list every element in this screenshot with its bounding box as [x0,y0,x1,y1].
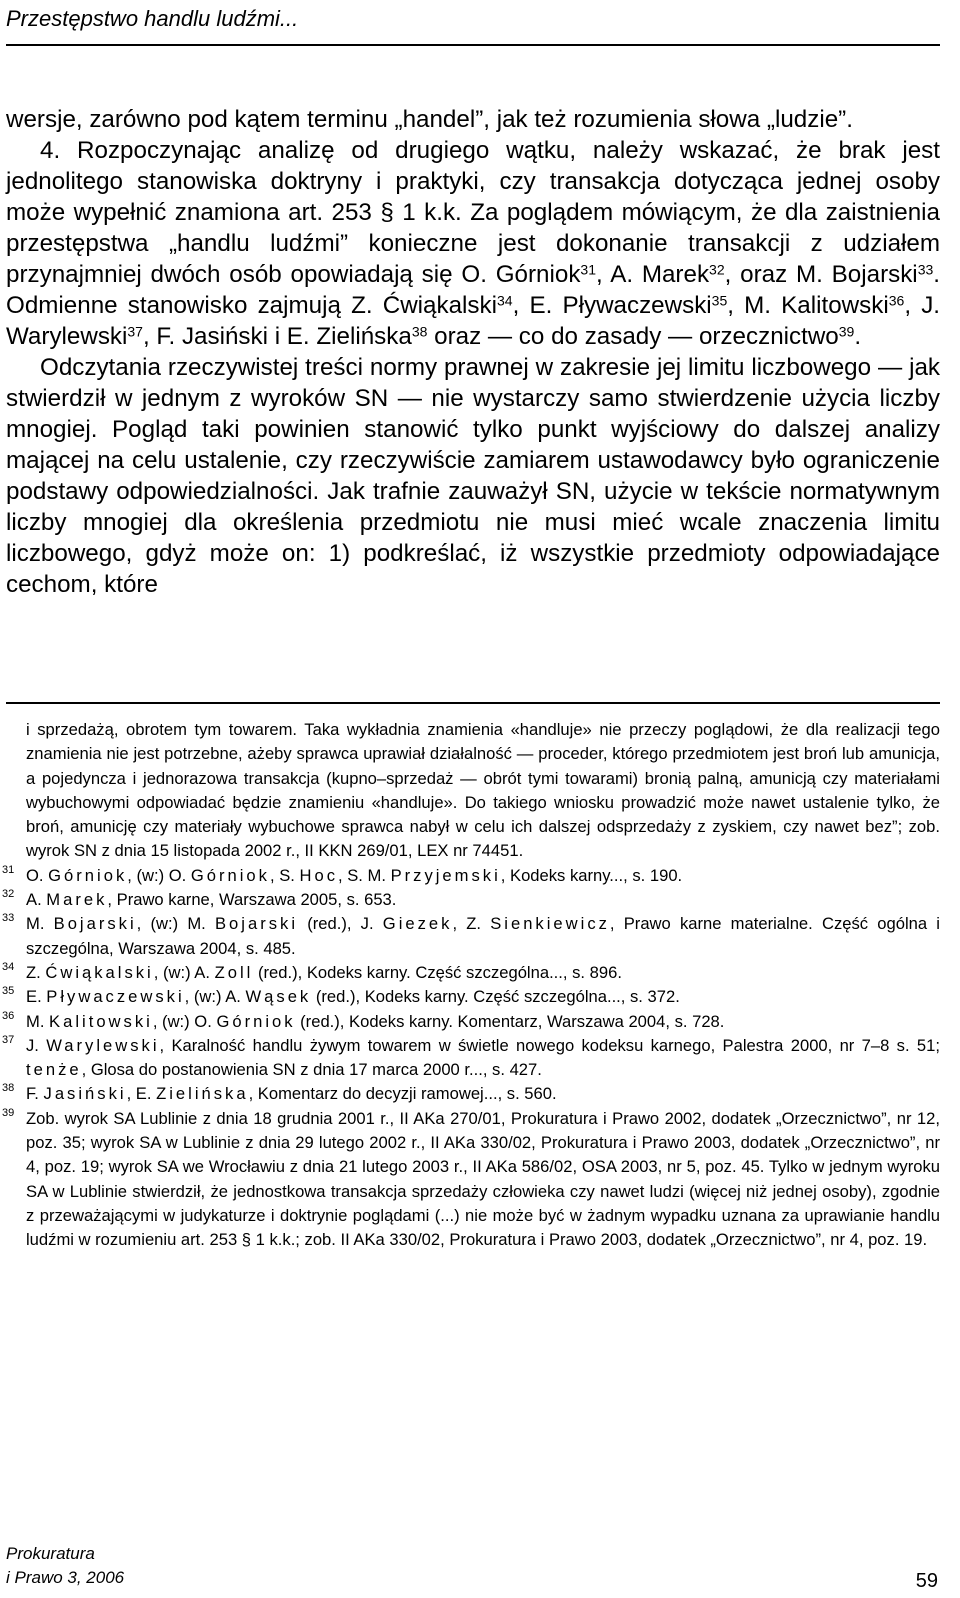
footnote-ref-31: 31 [580,261,597,278]
fn-text: , Komentarz do decyzji ramowej..., s. 560. [248,1084,557,1104]
author-name: Jasiński [43,1084,127,1104]
fn-text: M. [26,914,54,934]
fn-text: O. [26,865,49,885]
footnote-number: 35 [2,985,15,998]
page-number: 59 [915,1570,938,1592]
fn-text: , (w:) A. [184,987,246,1007]
fn-text: (red.), Kodeks karny. Komentarz, Warszawa 2004, s. 728. [295,1011,725,1031]
author-name: Warylewski [46,1035,160,1055]
fn-text: J. [26,1035,47,1055]
p2-text-e: , E. Pływaczewski [512,292,712,319]
fn-text: , S. M. [338,865,391,885]
p2-text-c: , oraz M. Bojarski [724,261,918,288]
p2-text-g: , J. Warylewski [6,292,941,350]
footnote-ref-37: 37 [127,323,143,340]
author-name: tenże [26,1060,82,1080]
author-name: Marek [46,890,108,910]
journal-name [6,1542,124,1590]
footnote-ref-35: 35 [711,292,728,309]
author-name: Górniok [48,865,128,885]
paragraph-2 [6,135,940,352]
author-name: Wąsek [245,987,312,1007]
author-name: Ćwiąkalski [45,962,154,982]
fn-text: , Karalność handlu żywym towarem w świetle nowego kodeksu karnego, Palestra 2000, nr 7–8 s. 51; [159,1035,940,1055]
fn-text: , Glosa do postanowienia SN z dnia 17 marca 2000 r..., s. 427. [81,1060,542,1080]
p2-text-a: 4. Rozpoczynając analizę od drugiego wątku, należy wskazać, że brak jest jednolitego stanowiska doktryny i praktyki, czy transakcja dotycząca jednej osoby może wypełnić znamiona art. 253 § 1 k.k. Za poglądem mówiącym, że dla zaistnienia przestępstwa „handlu ludźmi” konieczne jest dokonanie transakcji z udziałem przynajmniej dwóch osób opowiadają się O. Górniok [6,137,940,288]
footnote-number: 36 [2,1009,15,1022]
p2-text-b: , A. Marek [596,261,710,288]
fn-text: , (w:) M. [136,914,215,934]
journal-line-1: Prokuratura [6,1544,95,1563]
fn-text: , (w:) A. [153,962,215,982]
author-name: Zoll [214,962,254,982]
author-name: Górniok [216,1011,296,1031]
p2-text-i: oraz — co do zasady — orzecznictwo [427,323,839,350]
fn-text: , (w:) O. [127,865,191,885]
fn-text: F. [26,1084,44,1104]
p2-text-d: . Odmienne stanowisko zajmują Z. Ćwiąkalski [6,261,941,319]
running-header: Przestępstwo handlu ludźmi... [6,6,299,31]
footnote-ref-38: 38 [411,323,428,340]
p2-text-f: , M. Kalitowski [727,292,889,319]
fn-text: , S. [269,865,300,885]
fn-text: , Prawo karne, Warszawa 2005, s. 653. [107,890,397,910]
author-name: Bojarski [53,914,137,934]
footnote-number: 39 [2,1106,15,1119]
footnote-35 [2,985,940,1009]
fn-text: E. [26,987,47,1007]
footnote-ref-39: 39 [838,323,855,340]
fn-text: A. [26,890,47,910]
footnotes [2,718,940,1253]
footnote-ref-33: 33 [917,261,934,278]
footnote-number: 34 [2,960,15,973]
footnote-number: 32 [2,888,15,901]
fn-text: (red.), Kodeks karny. Część szczególna..., s. 372. [311,987,680,1007]
footnote-rule [6,702,940,704]
author-name: Hoc [299,865,338,885]
author-name: Górniok [190,865,270,885]
main-text [6,104,940,600]
paragraph-1: wersje, zarówno pod kątem terminu „handel”, jak też rozumienia słowa „ludzie”. [6,106,853,133]
footnote-ref-32: 32 [709,261,725,278]
author-name: Giezek [382,914,453,934]
footnote-33 [2,912,940,961]
footnote-continuation: i sprzedażą, obrotem tym towarem. Taka wykładnia znamienia «handluje» nie przeczy poglądowi, że dla realizacji tego znamienia nie jest potrzebne, ażeby sprawca uprawiał działalność — proceder, którego przedmiotem jest broń lub amunicja, a pojedyncza i jednorazowa transakcja (kupno–sprzedaż — obrót tymi towarami) bronią palną, amunicją czy materiałami wybuchowymi odpowiadać będzie znamieniu «handluje». Do takiego wniosku prowadzić może nawet ustalenie tylko, że broń, amunicję czy materiały wybuchowe sprawca nabył w celu ich dalszej odsprzedaży z zyskiem, czy nawet bez”; zob. wyrok SN z dnia 15 listopada 2002 r., II KKN 269/01, LEX nr 74451. [26,720,940,861]
footnote-39 [2,1106,940,1253]
footnote-36 [2,1009,940,1034]
fn-text: , Prawo karne materialne. Część ogólna i szczególna, Warszawa 2004, s. 485. [26,914,940,958]
fn-text: (red.), Kodeks karny. Część szczególna..., s. 896. [253,962,622,982]
footnote-ref-34: 34 [496,292,513,309]
footnote-number: 31 [2,863,15,876]
fn-text: , Z. [452,914,491,934]
fn-text: (red.), J. [298,914,383,934]
author-name: Sienkiewicz [490,914,610,934]
fn-text: , (w:) O. [152,1011,217,1031]
fn-text: , Kodeks karny..., s. 190. [500,865,683,885]
fn-text: Z. [26,962,46,982]
footnote-ref-36: 36 [888,292,905,309]
footnote-31 [2,863,940,888]
fn-text: Zob. wyrok SA Lublinie z dnia 18 grudnia 2001 r., II AKa 270/01, Prokuratura i Prawo 2002, dodatek „Orzecznictwo”, nr 12, poz. 35; wyrok SA w Lublinie z dnia 29 lutego 2002 r., II AKa 330/02, Prokuratura i Prawo 2003, dodatek „Orzecznictwo”, nr 4, poz. 19; wyrok SA we Wrocławiu z dnia 21 lutego 2003 r., II AKa 586/02, OSA 2003, nr 5, poz. 45. Tylko w jednym wyroku SA w Lublinie stwierdził, że jednostkowa transakcja sprzedaży człowieka czy nawet ludzi (więcej niż jednej osoby), zgodnie z przeważającymi w judykaturze i doktrynie poglądami (...) nie może być w żadnym wypadku uznana za uprawianie handlu ludźmi w rozumieniu art. 253 § 1 k.k.; zob. II AKa 330/02, Prokuratura i Prawo 2003, dodatek „Orzecznictwo”, nr 4, poz. 19. [26,1108,940,1250]
footnote-number: 37 [2,1033,15,1046]
author-name: Zielińska [156,1084,249,1104]
footnote-34 [2,960,940,985]
author-name: Kalitowski [49,1011,153,1031]
header-rule [6,44,940,46]
fn-text: M. [26,1011,50,1031]
footnote-32 [2,888,940,912]
journal-line-2: i Prawo 3, 2006 [6,1568,125,1587]
paragraph-3: Odczytania rzeczywistej treści normy prawnej w zakresie jej limitu liczbowego — jak stwierdził w jednym z wyroków SN — nie wystarczy samo stwierdzenie użycia liczby mnogiej. Pogląd taki powinien stanowić tylko punkt wyjściowy do dalszej analizy mającej na celu ustalenie, czy rzeczywiście zamiarem ustawodawcy było ograniczenie podstawy odpowiedzialności. Jak trafnie zauważył SN, użycie w tekście normatywnym liczby mnogiej dla określenia przedmiotu nie musi mieć wcale znaczenia limitu liczbowego, gdyż może on: 1) podkreślać, iż wszystkie przedmioty odpowiadające cechom, które [6,354,940,598]
author-name: Przyjemski [390,865,501,885]
footnote-number: 33 [2,912,15,925]
p2-text-j: . [854,323,862,350]
footnote-38 [2,1082,940,1106]
fn-text: , E. [126,1084,157,1104]
author-name: Bojarski [214,914,299,934]
footnote-37 [2,1033,940,1083]
footnote-number: 38 [2,1082,15,1095]
p2-text-h: , F. Jasiński i E. Zielińska [142,323,412,350]
author-name: Pływaczewski [46,987,185,1007]
